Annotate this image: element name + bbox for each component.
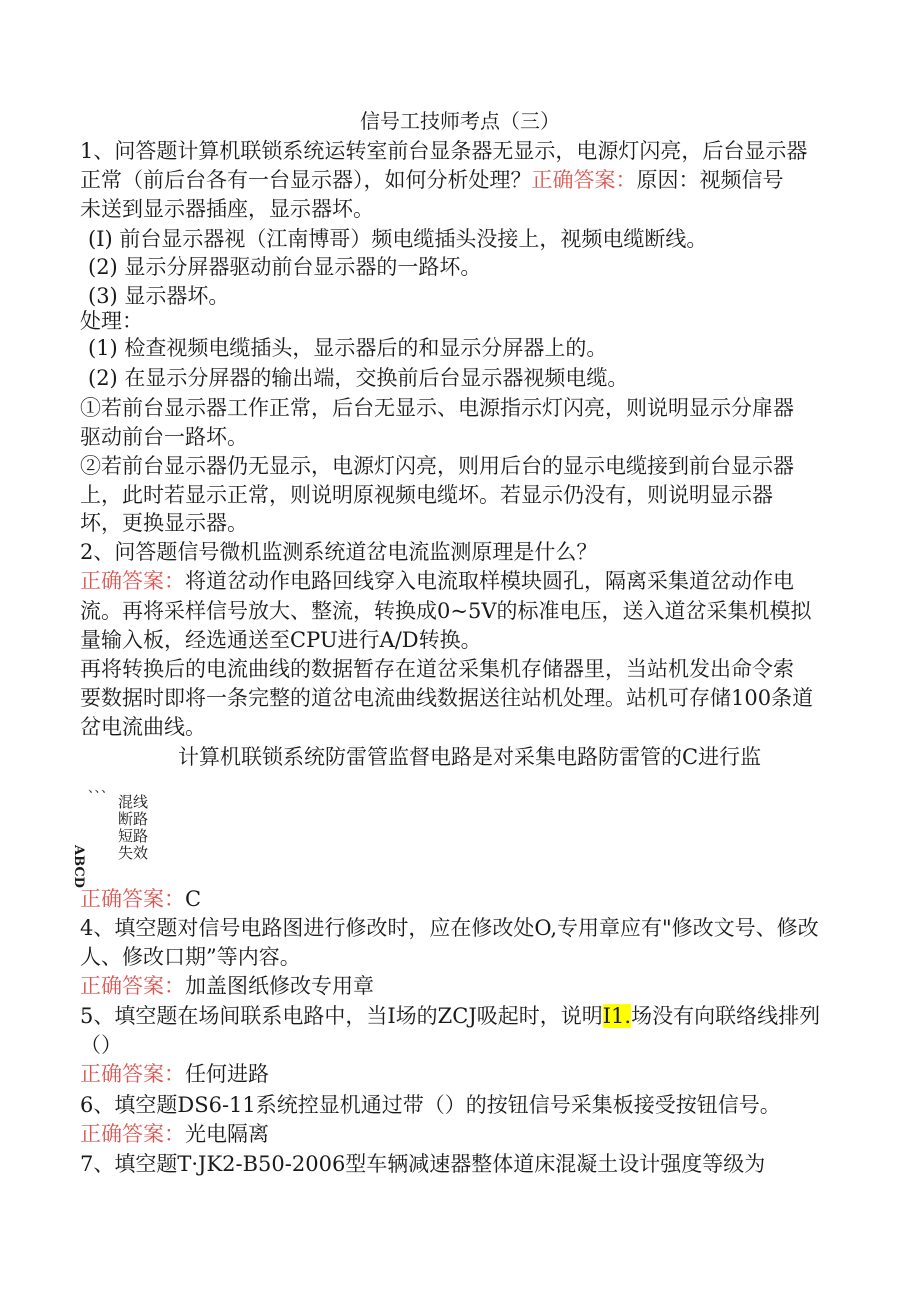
q5-line-2: （） [80, 1033, 122, 1057]
answer-label: 正确答案： [531, 168, 637, 192]
q2-line-3: 流。再将采样信号放大、整流，转换成0~5V的标准电压，送入道岔采集机模拟 [80, 599, 812, 623]
q1-step-1: (1) 检查视频电缆插头，显示器后的和显示分屏器上的。 [88, 336, 608, 360]
option-marks: 、、、 [88, 781, 115, 796]
answer-label: 正确答案： [80, 1122, 185, 1146]
q1-cause-2: (2) 显示分屏器驱动前台显示器的一路坏。 [88, 255, 482, 279]
q1-step-2: (2) 在显示分屏器的输出端，交换前后台显示器视频电缆。 [88, 366, 629, 390]
q2-line-1: 2、问答题信号微机监测系统道岔电流监测原理是什么？ [80, 540, 598, 564]
option-d: 失效 [118, 844, 149, 862]
q2-answer: 正确答案：将道岔动作电路回线穿入电流取样模块圆孔，隔离采集道岔动作电 [80, 569, 794, 593]
q1-line-3: 未送到显示器插座，显示器坏。 [80, 197, 374, 221]
q1-para-2c: 坏，更换显示器。 [80, 511, 248, 535]
q3-line-1: 计算机联锁系统防雷管监督电路是对采集电路防雷管的C进行监 [178, 745, 762, 769]
option-b: 断路 [118, 810, 149, 828]
option-a: 混线 [118, 793, 149, 811]
answer-label: 正确答案： [80, 1062, 185, 1086]
q1-cause-1: (I) 前台显示器视（江南博哥）频电缆插头没接上，视频电缆断线。 [88, 227, 708, 251]
q1-para-1b: 驱动前台一路坏。 [80, 425, 248, 449]
q5-line-1: 5、填空题在场间联系电路中，当I场的ZCJ吸起时，说明I1.场没有向联络线排列 [80, 1004, 821, 1028]
q2-line-6: 要数据时即将一条完整的道岔电流曲线数据送往站机处理。站机可存储100条道 [80, 686, 814, 710]
option-c: 短路 [118, 827, 149, 845]
answer-label: 正确答案： [80, 974, 185, 998]
options-list [118, 794, 148, 862]
q3-answer: 正确答案：C [80, 887, 202, 911]
option-letters: ABCD [71, 845, 86, 888]
answer-label: 正确答案： [80, 569, 185, 593]
q2-line-5: 再将转换后的电流曲线的数据暂存在道岔采集机存储器里，当站机发出命令索 [80, 657, 794, 681]
q1-line-2: 正常（前后台各有一台显示器），如何分析处理？正确答案：原因：视频信号 [80, 168, 784, 192]
q1-cause-3: (3) 显示器坏。 [88, 284, 230, 308]
doc-title: 信号工技师考点（三） [360, 109, 560, 133]
q1-line-1: 1、问答题计算机联锁系统运转室前台显条器无显示，电源灯闪亮，后台显示器 [80, 139, 808, 163]
q7-line-1: 7、填空题T·JK2-B50-2006型车辆减速器整体道床混凝土设计强度等级为 [80, 1152, 766, 1176]
q1-para-2a: ②若前台显示器仍无显示，电源灯闪亮，则用后台的显示电缆接到前台显示器 [80, 454, 794, 478]
q1-para-2b: 上，此时若显示正常，则说明原视频电缆坏。若显示仍没有，则说明显示器 [80, 483, 773, 507]
highlight-mark: I1. [602, 1004, 632, 1028]
q1-para-1a: ①若前台显示器工作正常，后台无显示、电源指示灯闪亮，则说明显示分扉器 [80, 396, 794, 420]
q4-line-1: 4、填空题对信号电路图进行修改时，应在修改处O,专用章应有"修改文号、修改 [80, 916, 819, 940]
q2-line-7: 岔电流曲线。 [80, 715, 206, 739]
q6-answer: 正确答案：光电隔离 [80, 1122, 269, 1146]
q4-line-2: 人、修改口期”等内容。 [80, 945, 301, 969]
q2-line-4: 量输入板，经选通送至CPU进行A/D转换。 [80, 628, 482, 652]
answer-label: 正确答案： [80, 887, 185, 911]
q4-answer: 正确答案：加盖图纸修改专用章 [80, 974, 374, 998]
q1-handling: 处理： [80, 309, 143, 333]
q6-line-1: 6、填空题DS6-11系统控显机通过带（）的按钮信号采集板接受按钮信号。 [80, 1093, 781, 1117]
q5-answer: 正确答案：任何进路 [80, 1062, 269, 1086]
